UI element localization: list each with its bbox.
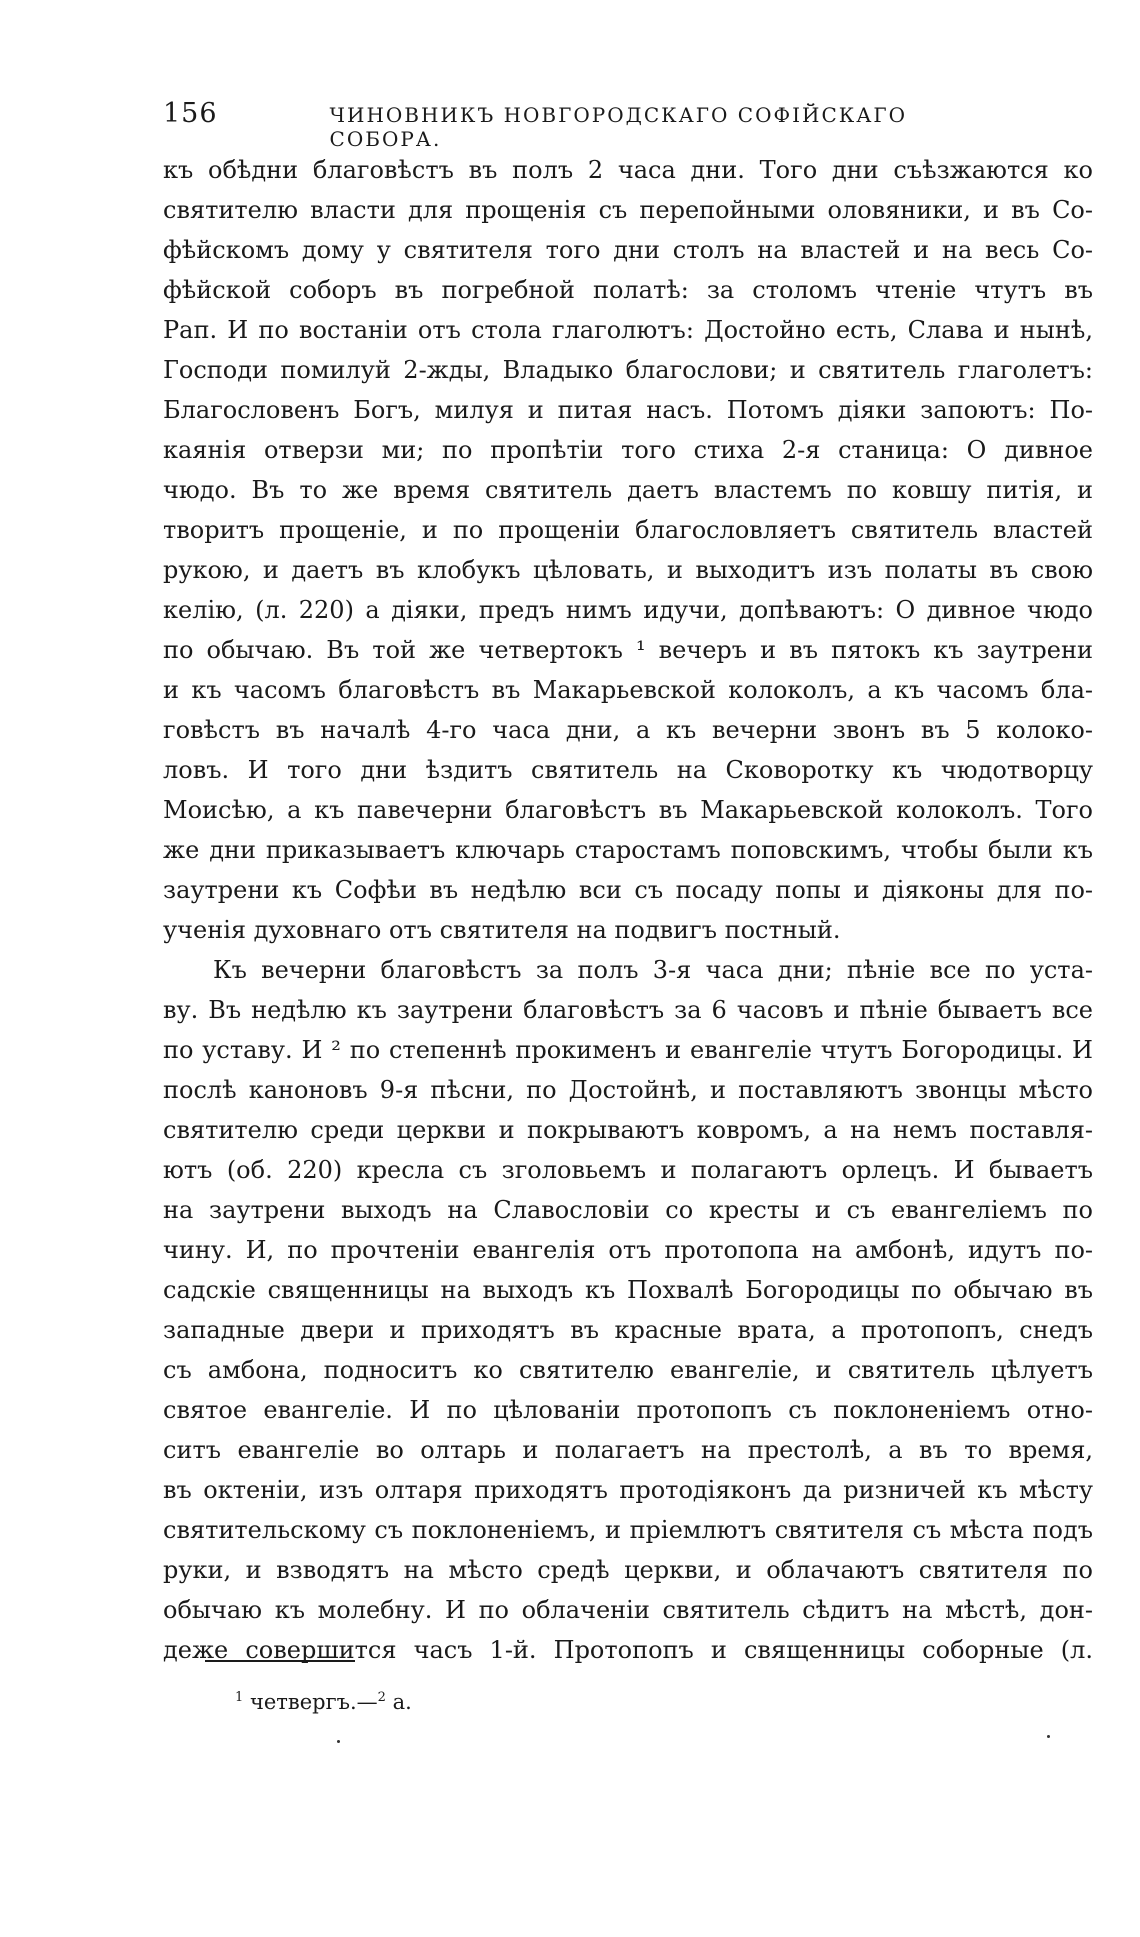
text-line: келію, (л. 220) а діяки, предъ нимъ идучи, допѣваютъ: О дивное чюдо — [163, 596, 1093, 624]
text-line: святителю среди церкви и покрываютъ ковромъ, а на немъ поставля- — [163, 1116, 1093, 1144]
footnote-marker: 1 — [235, 1690, 244, 1705]
text-line: святое евангеліе. И по цѣлованіи протопопъ съ поклоненіемъ отно- — [163, 1396, 1093, 1424]
text-line: фѣйскомъ дому у святителя того дни столъ на властей и на весь Со- — [163, 236, 1093, 264]
text-line: по уставу. И ² по степеннѣ прокименъ и евангеліе чтутъ Богородицы. И — [163, 1036, 1093, 1064]
text-line: по обычаю. Въ той же четвертокъ ¹ вечеръ и въ пятокъ къ заутрени — [163, 636, 1093, 664]
text-line: и къ часомъ благовѣстъ въ Макарьевской колоколъ, а къ часомъ бла- — [163, 676, 1093, 704]
text-line: чюдо. Въ то же время святитель даетъ властемъ по ковшу питія, и — [163, 476, 1093, 504]
text-line: ученія духовнаго отъ святителя на подвигъ постный. — [163, 916, 841, 944]
text-line: говѣстъ въ началѣ 4-го часа дни, а къ вечерни звонъ въ 5 колоко- — [163, 716, 1093, 744]
text-line: Моисѣю, а къ павечерни благовѣстъ въ Макарьевской колоколъ. Того — [163, 796, 1093, 824]
footnote-text: а. — [392, 1690, 412, 1714]
footnote-rule — [205, 1660, 355, 1662]
text-line: фѣйской соборъ въ погребной полатѣ: за столомъ чтеніе чтутъ въ — [163, 276, 1093, 304]
text-line: съ амбона, подноситъ ко святителю евангеліе, и святитель цѣлуетъ — [163, 1356, 1093, 1384]
text-line: западные двери и приходятъ въ красные врата, а протопопъ, снедъ — [163, 1316, 1093, 1344]
footnote-marker: 2 — [377, 1690, 386, 1705]
page-header — [163, 98, 933, 151]
text-line-paragraph-start: Къ вечерни благовѣстъ за полъ 3-я часа дни; пѣніе все по уста- — [213, 956, 1093, 984]
text-line: творитъ прощеніе, и по прощеніи благословляетъ святитель властей — [163, 516, 1093, 544]
footnote-text: четвергъ.— — [249, 1690, 378, 1714]
page-number: 156 — [163, 98, 218, 129]
text-line: рукою, и даетъ въ клобукъ цѣловать, и выходитъ изъ полаты въ свою — [163, 556, 1093, 584]
text-line: Господи помилуй 2-жды, Владыко благослови; и святитель глаголетъ: — [163, 356, 1093, 384]
text-line: святителю власти для прощенія съ перепойными оловяники, и въ Со- — [163, 196, 1093, 224]
footnote — [235, 1690, 412, 1714]
body-text — [163, 150, 1093, 1670]
text-line: руки, и взводятъ на мѣсто средѣ церкви, и облачаютъ святителя по — [163, 1556, 1093, 1584]
scan-speck — [337, 1740, 340, 1743]
text-line: на заутрени выходъ на Славословіи со кресты и съ евангеліемъ по — [163, 1196, 1093, 1224]
text-line: Рап. И по востаніи отъ стола глаголютъ: Достойно есть, Слава и нынѣ, — [163, 316, 1093, 344]
text-line: святительскому съ поклоненіемъ, и пріемлютъ святителя съ мѣста подъ — [163, 1516, 1093, 1544]
text-line: послѣ каноновъ 9-я пѣсни, по Достойнѣ, и поставляютъ звонцы мѣсто — [163, 1076, 1093, 1104]
text-line: деже совершится часъ 1-й. Протопопъ и священницы соборные (л. — [163, 1636, 1093, 1664]
scan-speck — [1047, 1735, 1050, 1738]
text-line: обычаю къ молебну. И по облаченіи святитель сѣдитъ на мѣстѣ, дон- — [163, 1596, 1093, 1624]
text-line: ютъ (об. 220) кресла съ зголовьемъ и полагаютъ орлецъ. И бываетъ — [163, 1156, 1093, 1184]
text-line: ву. Въ недѣлю къ заутрени благовѣстъ за 6 часовъ и пѣніе бываетъ все — [163, 996, 1093, 1024]
text-line: же дни приказываетъ ключарь старостамъ поповскимъ, чтобы были къ — [163, 836, 1093, 864]
text-line: садскіе священницы на выходъ къ Похвалѣ Богородицы по обычаю въ — [163, 1276, 1093, 1304]
text-line: къ обѣдни благовѣстъ въ полъ 2 часа дни. Того дни съѣзжаются ко — [163, 156, 1093, 184]
text-line: каянія отверзи ми; по пропѣтіи того стиха 2-я станица: О дивное — [163, 436, 1093, 464]
text-line: ловъ. И того дни ѣздитъ святитель на Сковоротку къ чюдотворцу — [163, 756, 1093, 784]
text-line: чину. И, по прочтеніи евангелія отъ протопопа на амбонѣ, идутъ по- — [163, 1236, 1093, 1264]
text-line: въ октеніи, изъ олтаря приходятъ протодіяконъ да ризничей къ мѣсту — [163, 1476, 1093, 1504]
text-line: Благословенъ Богъ, милуя и питая насъ. Потомъ діяки запоютъ: По- — [163, 396, 1093, 424]
text-line: ситъ евангеліе во олтарь и полагаетъ на престолѣ, а въ то время, — [163, 1436, 1093, 1464]
text-line: заутрени къ Софѣи въ недѣлю вси съ посаду попы и діяконы для по- — [163, 876, 1093, 904]
running-head: ЧИНОВНИКЪ НОВГОРОДСКАГО СОФІЙСКАГО СОБОРА. — [329, 103, 908, 151]
